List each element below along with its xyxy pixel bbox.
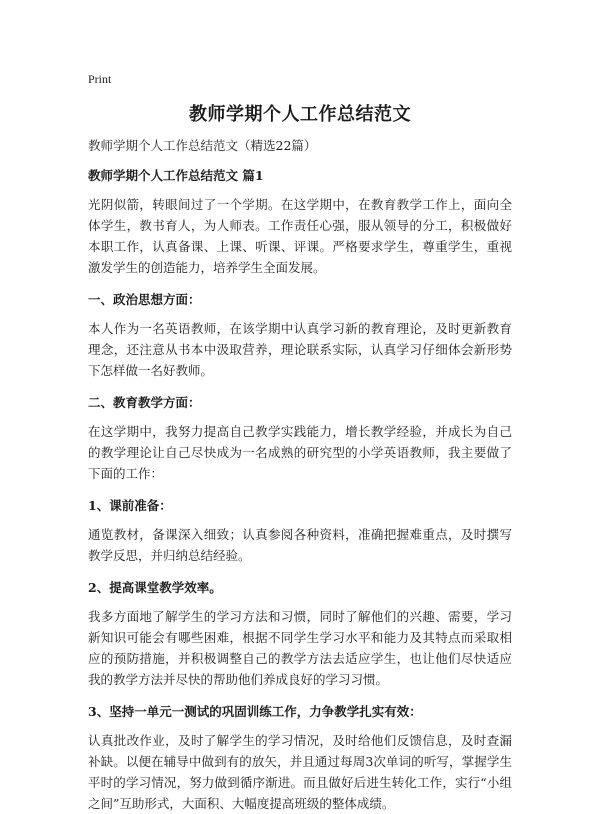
teaching-heading: 二、教育教学方面：	[88, 395, 201, 410]
prep-paragraph: 通览教材，备课深入细致；认真参阅各种资料，准确把握难重点，及时撰写教学反思，并归纳总结经验。	[88, 527, 512, 563]
document-subtitle: 教师学期个人工作总结范文（精选22篇）	[88, 138, 317, 153]
politics-heading: 一、政治思想方面：	[88, 292, 201, 307]
training-paragraph: 认真批改作业，及时了解学生的学习情况，及时给他们反馈信息，及时查漏补缺。以便在辅导中做到有的放矢，并且通过每周3次单词的听写，掌握学生平时的学习情况，努力做到循序渐进。而且做好后进生转化工作，实行“小组之间”互助形式，大面积、大幅度提高班级的整体成绩。	[88, 733, 512, 811]
teaching-paragraph: 在这学期中，我努力提高自己教学实践能力，增长教学经验，并成长为自己的教学理论让自己尽快成为一名成熟的研究型的小学英语教师，我主要做了下面的工作：	[88, 424, 512, 481]
prep-heading: 1、课前准备：	[88, 498, 172, 513]
training-heading: 3、坚持一单元一测试的巩固训练工作，力争教学扎实有效：	[88, 704, 422, 719]
print-label[interactable]: Print	[88, 72, 112, 86]
document-title: 教师学期个人工作总结范文	[189, 104, 411, 125]
efficiency-heading: 2、提高课堂教学效率。	[88, 580, 222, 595]
efficiency-paragraph: 我多方面地了解学生的学习方法和习惯，同时了解他们的兴趣、需要，学习新知识可能会有哪些困难，根据不同学生学习水平和能力及其特点而采取相应的预防措施，并积极调整自己的教学方法去适应学生，也让他们尽快适应我的教学方法并尽快的帮助他们养成良好的学习习惯。	[88, 609, 512, 687]
intro-paragraph: 光阴似箭，转眼间过了一个学期。在这学期中，在教育教学工作上，面向全体学生，教书育人，为人师表。工作责任心强，服从领导的分工，积极做好本职工作，认真备课、上课、听课、评课。严格要求学生，尊重学生，重视激发学生的创造能力，培养学生全面发展。	[88, 197, 512, 275]
part-heading: 教师学期个人工作总结范文 篇1	[88, 168, 264, 183]
politics-paragraph: 本人作为一名英语教师，在该学期中认真学习新的教育理论，及时更新教育理念，还注意从书本中汲取营养，理论联系实际，认真学习仔细体会新形势下怎样做一名好教师。	[88, 321, 512, 378]
